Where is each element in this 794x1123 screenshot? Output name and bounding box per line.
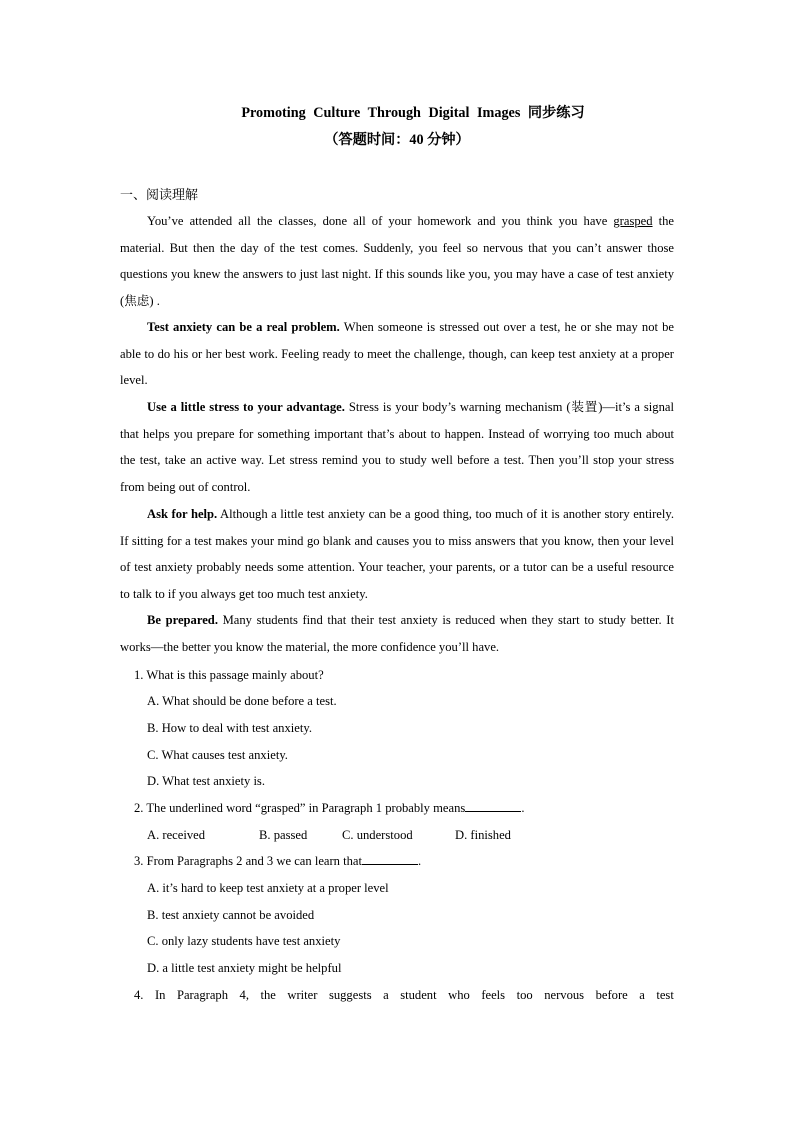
question-word: a — [639, 988, 645, 1002]
question-word: 4. — [134, 988, 144, 1002]
paragraph-text: You’ve attended all the classes, done all of your homework and you think you have — [147, 214, 614, 228]
question-text: 2. The underlined word “grasped” in Paragraph 1 probably means — [134, 801, 466, 815]
question-2-option-a[interactable]: A. received — [147, 828, 206, 842]
paragraph-text: Although a little test anxiety can be a good thing, too much of it is another story entirely. If sitting for a test makes your mind go blank and causes you to miss answers that you know, then your level of test anxiety probably needs some attention. Your teacher, your parents, or a tutor can be a useful resource to talk to if you always get too much test anxiety. — [120, 507, 674, 602]
question-1-option-a[interactable]: A. What should be done before a test. — [147, 694, 337, 708]
question-3-option-d[interactable]: D. a little test anxiety might be helpful — [147, 961, 342, 975]
paragraph-text: Stress is your body’s warning mechanism (装置)—it’s a signal that helps you prepare for something important that’s about to happen. Instead of worrying too much about the test, take an active way. Let stress remind you to study well before a test. Then you’ll stop your stress from being out of control. — [120, 400, 674, 495]
question-word: too — [516, 988, 533, 1002]
question-1-option-d[interactable]: D. What test anxiety is. — [147, 774, 265, 788]
question-1-option-b[interactable]: B. How to deal with test anxiety. — [147, 721, 312, 735]
paragraph-5 — [120, 607, 674, 660]
question-2-options — [147, 826, 511, 844]
question-text: . — [521, 801, 525, 815]
paragraph-heading: Test anxiety can be a real problem. — [147, 320, 340, 334]
answer-blank[interactable] — [362, 852, 418, 865]
paragraph-4 — [120, 501, 674, 608]
paragraph-3 — [120, 394, 674, 501]
paragraph-heading: Use a little stress to your advantage. — [147, 400, 345, 414]
paragraph-text: When someone is stressed out over a test, he or she may not be able to do his or her best work. Feeling ready to meet the challenge, though, can keep test anxiety at a proper level. — [120, 320, 675, 388]
question-text: . — [418, 854, 422, 868]
section-heading: 一、阅读理解 — [120, 187, 199, 202]
question-4-stem — [134, 986, 674, 1004]
question-word: Paragraph — [176, 988, 229, 1002]
question-word: nervous — [544, 988, 585, 1002]
question-word: feels — [481, 988, 506, 1002]
question-word: the — [260, 988, 276, 1002]
question-2-stem — [134, 799, 524, 817]
paragraph-text: Many students find that their test anxiety is reduced when they start to study better. It works—the better you know the material, the more confidence you’ll have. — [120, 613, 675, 654]
question-word: writer — [287, 988, 318, 1002]
question-word: 4, — [239, 988, 249, 1002]
paragraph-heading: Ask for help. — [147, 507, 218, 521]
question-word: a — [383, 988, 389, 1002]
question-2-option-d[interactable]: D. finished — [455, 828, 511, 842]
question-3-option-c[interactable]: C. only lazy students have test anxiety — [147, 934, 341, 948]
page-title: Promoting Culture Through Digital Images 同步练习 — [241, 105, 585, 121]
question-word: test — [656, 988, 674, 1002]
paragraph-1 — [120, 208, 674, 315]
underlined-word: grasped — [613, 214, 653, 228]
question-text: 3. From Paragraphs 2 and 3 we can learn that — [134, 854, 363, 868]
question-3-option-a[interactable]: A. it’s hard to keep test anxiety at a proper level — [147, 881, 389, 895]
question-2-option-c[interactable]: C. understood — [342, 828, 413, 842]
paragraph-heading: Be prepared. — [147, 613, 218, 627]
question-word: who — [448, 988, 470, 1002]
question-word: In — [154, 988, 166, 1002]
paragraph-text: the material. But then the day of the test comes. Suddenly, you feel so nervous that you can’t answer those questions you knew the answers to just last night. If this sounds like you, you may have a case of test anxiety (焦虑) . — [120, 214, 674, 309]
question-word: student — [400, 988, 437, 1002]
paragraph-2 — [120, 314, 674, 394]
answer-blank[interactable] — [465, 799, 521, 812]
question-1-option-c[interactable]: C. What causes test anxiety. — [147, 748, 288, 762]
question-3-stem — [134, 852, 421, 870]
question-1-stem: 1. What is this passage mainly about? — [134, 668, 324, 682]
question-3-option-b[interactable]: B. test anxiety cannot be avoided — [147, 908, 315, 922]
question-word: suggests — [328, 988, 372, 1002]
page-subtitle: （答题时间：40 分钟） — [324, 132, 470, 148]
question-2-option-b[interactable]: B. passed — [259, 828, 308, 842]
question-word: before — [595, 988, 628, 1002]
